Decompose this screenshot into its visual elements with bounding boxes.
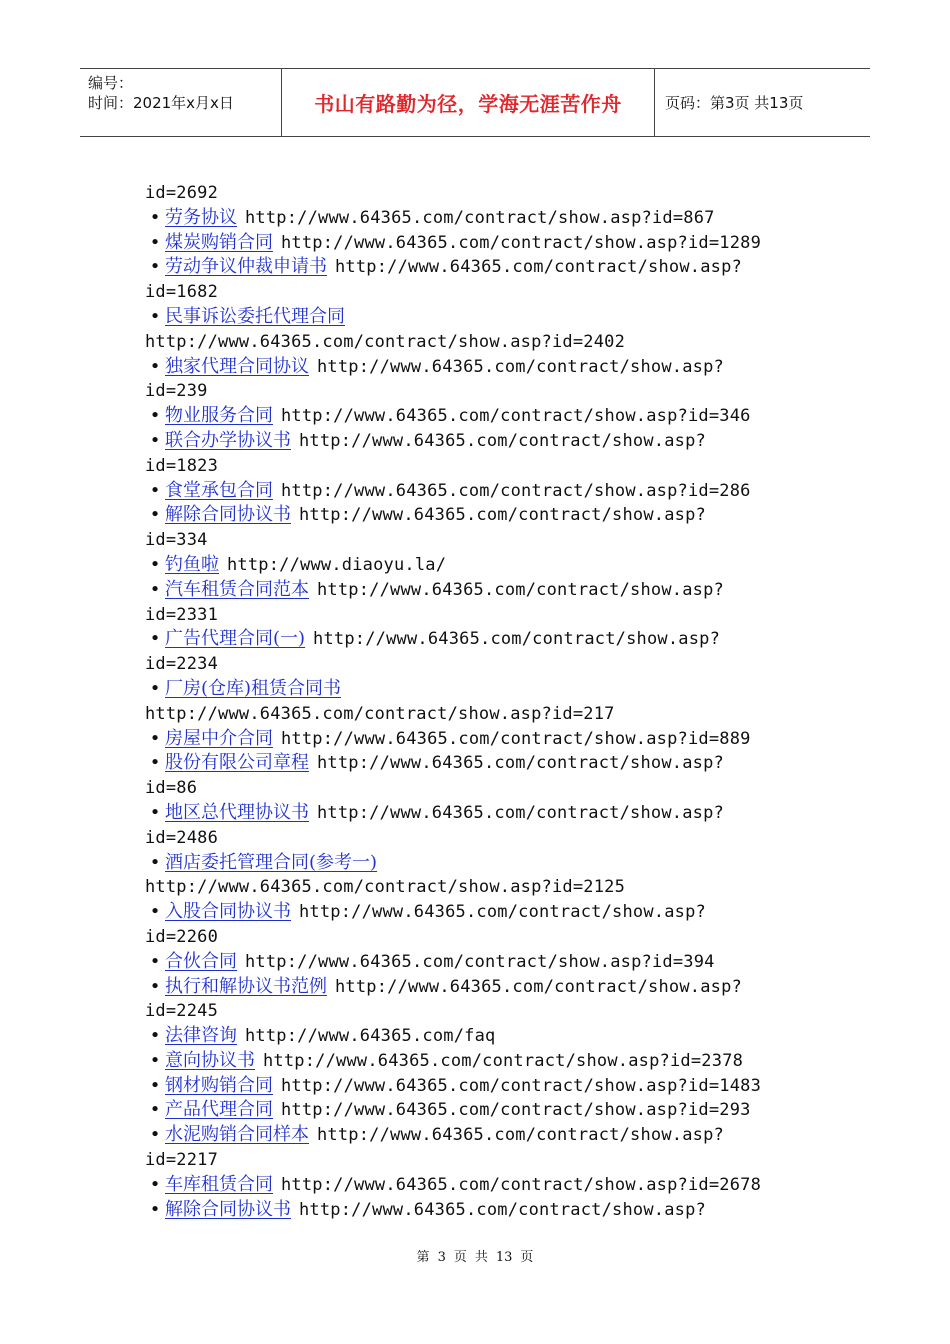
list-item (145, 1198, 825, 1223)
footer-page-unit: 页 (453, 1250, 467, 1265)
url-continuation (145, 875, 825, 900)
url-continuation (145, 702, 825, 727)
bullet-icon: • (149, 256, 161, 278)
url-continuation (145, 999, 825, 1024)
contract-link[interactable]: 广告代理合同(一) (165, 628, 306, 650)
list-item (145, 479, 825, 504)
url-text: http://www.64365.com/contract/show.asp?id=1483 (281, 1075, 762, 1096)
url-text: http://www.64365.com/contract/show.asp? (317, 802, 724, 823)
footer-page-number: 3 (437, 1250, 446, 1265)
url-text: http://www.64365.com/contract/show.asp? (299, 505, 706, 526)
url-continuation (145, 379, 825, 404)
url-text: id=2217 (145, 1150, 219, 1171)
bullet-icon: • (149, 901, 161, 923)
bullet-icon: • (149, 355, 161, 377)
list-item (145, 305, 825, 330)
list-item (145, 255, 825, 280)
bullet-icon: • (149, 1025, 161, 1047)
url-text: http://www.64365.com/contract/show.asp?id=217 (145, 703, 615, 724)
contract-link[interactable]: 独家代理合同协议 (165, 355, 309, 377)
contract-link[interactable]: 股份有限公司章程 (165, 752, 309, 774)
contract-link[interactable]: 酒店委托管理合同(参考一) (165, 851, 378, 873)
bullet-icon: • (149, 851, 161, 873)
bullet-icon: • (149, 504, 161, 526)
url-text: id=2260 (145, 926, 219, 947)
url-text: http://www.64365.com/contract/show.asp? (317, 579, 724, 600)
url-text: http://www.64365.com/contract/show.asp?id=889 (281, 728, 751, 749)
url-text: id=2234 (145, 654, 219, 675)
url-text: http://www.64365.com/contract/show.asp? (313, 629, 721, 650)
list-item (145, 429, 825, 454)
list-item (145, 751, 825, 776)
contract-link[interactable]: 地区总代理协议书 (165, 801, 309, 823)
url-text: http://www.64365.com/contract/show.asp?id=2125 (145, 877, 626, 898)
url-text: http://www.64365.com/contract/show.asp?id=1289 (281, 232, 762, 253)
url-text: id=239 (145, 381, 208, 402)
url-text: http://www.64365.com/contract/show.asp? (317, 1125, 724, 1146)
bullet-icon: • (149, 677, 161, 699)
contract-link[interactable]: 钓鱼啦 (165, 553, 219, 575)
code-label: 编号： (88, 74, 134, 92)
header-meta (80, 69, 282, 136)
contract-link[interactable]: 厂房(仓库)租赁合同书 (165, 677, 342, 699)
list-item (145, 900, 825, 925)
list-item (145, 578, 825, 603)
list-item (145, 503, 825, 528)
contract-link[interactable]: 联合办学协议书 (165, 429, 291, 451)
bullet-icon: • (149, 1198, 161, 1220)
contract-link[interactable]: 执行和解协议书范例 (165, 975, 327, 997)
list-item (145, 851, 825, 876)
list-item (145, 404, 825, 429)
list-item (145, 553, 825, 578)
bullet-icon: • (149, 1173, 161, 1195)
url-text: http://www.64365.com/contract/show.asp? (335, 257, 742, 278)
url-text: http://www.64365.com/contract/show.asp?id=2378 (263, 1050, 744, 1071)
url-text: id=2692 (145, 183, 219, 203)
contract-link[interactable]: 入股合同协议书 (165, 901, 291, 923)
url-text: http://www.64365.com/contract/show.asp?id=867 (245, 207, 715, 228)
footer-page-prefix: 第 (416, 1250, 430, 1265)
url-text: http://www.64365.com/contract/show.asp? (335, 976, 742, 997)
bullet-icon: • (149, 405, 161, 427)
list-item (145, 1098, 825, 1123)
list-item (145, 1024, 825, 1049)
bullet-icon: • (149, 206, 161, 228)
bullet-icon: • (149, 628, 161, 650)
url-text: http://www.64365.com/contract/show.asp? (317, 753, 724, 774)
url-continuation (145, 603, 825, 628)
bullet-icon: • (149, 975, 161, 997)
list-item (145, 231, 825, 256)
page-footer (0, 1246, 950, 1265)
url-continuation (145, 1148, 825, 1173)
url-text: id=2486 (145, 827, 219, 848)
bullet-icon: • (149, 801, 161, 823)
url-text: http://www.64365.com/contract/show.asp? (299, 430, 706, 451)
list-item (145, 975, 825, 1000)
url-continuation (145, 181, 825, 206)
bullet-icon: • (149, 479, 161, 501)
url-continuation (145, 776, 825, 801)
bullet-icon: • (149, 1124, 161, 1146)
bullet-icon: • (149, 578, 161, 600)
list-item (145, 1123, 825, 1148)
url-text: http://www.64365.com/contract/show.asp?id=394 (245, 951, 715, 972)
url-text: id=334 (145, 530, 208, 551)
url-text: id=1823 (145, 455, 219, 476)
contract-link[interactable]: 产品代理合同 (165, 1099, 273, 1121)
list-item (145, 801, 825, 826)
contract-link[interactable]: 解除合同协议书 (165, 1198, 291, 1220)
list-item (145, 355, 825, 380)
list-item (145, 950, 825, 975)
url-text: http://www.64365.com/contract/show.asp?id=293 (281, 1100, 751, 1121)
bullet-icon: • (149, 429, 161, 451)
url-continuation (145, 280, 825, 305)
url-text: id=1682 (145, 282, 219, 303)
bullet-icon: • (149, 752, 161, 774)
contract-link[interactable]: 民事诉讼委托代理合同 (165, 305, 345, 327)
contract-link[interactable]: 合伙合同 (165, 950, 237, 972)
contract-link[interactable]: 劳务协议 (165, 206, 237, 228)
url-continuation (145, 454, 825, 479)
url-text: http://www.64365.com/faq (245, 1026, 496, 1047)
url-continuation (145, 652, 825, 677)
bullet-icon: • (149, 950, 161, 972)
contract-link[interactable]: 意向协议书 (165, 1049, 255, 1071)
url-continuation (145, 826, 825, 851)
url-text: http://www.64365.com/contract/show.asp?id=2402 (145, 331, 626, 352)
header-motto: 书山有路勤为径，学海无涯苦作舟 (282, 69, 655, 136)
footer-total-prefix: 共 (474, 1250, 488, 1265)
url-text: http://www.64365.com/contract/show.asp? (299, 1199, 706, 1220)
bullet-icon: • (149, 1049, 161, 1071)
bullet-icon: • (149, 305, 161, 327)
url-text: id=2331 (145, 604, 219, 625)
url-text: id=2245 (145, 1001, 219, 1022)
url-text: http://www.64365.com/contract/show.asp?id=2678 (281, 1174, 762, 1195)
list-item (145, 1049, 825, 1074)
url-continuation (145, 528, 825, 553)
url-text: http://www.64365.com/contract/show.asp? (317, 356, 724, 377)
list-item (145, 1173, 825, 1198)
time-label: 时间：2021年x月x日 (88, 94, 234, 112)
document-body (145, 181, 825, 1222)
header-page-info: 页码：第3页 共13页 (665, 94, 804, 112)
footer-total-pages: 13 (495, 1250, 513, 1265)
contract-link[interactable]: 房屋中介合同 (165, 727, 273, 749)
footer-total-unit: 页 (520, 1250, 534, 1265)
contract-link[interactable]: 法律咨询 (165, 1025, 237, 1047)
url-text: http://www.64365.com/contract/show.asp? (299, 902, 706, 923)
bullet-icon: • (149, 1099, 161, 1121)
contract-link[interactable]: 钢材购销合同 (165, 1074, 273, 1096)
list-item (145, 627, 825, 652)
bullet-icon: • (149, 553, 161, 575)
contract-link[interactable]: 解除合同协议书 (165, 504, 291, 526)
url-text: id=86 (145, 778, 198, 799)
contract-link[interactable]: 水泥购销合同样本 (165, 1124, 309, 1146)
contract-link[interactable]: 煤炭购销合同 (165, 231, 273, 253)
bullet-icon: • (149, 231, 161, 253)
contract-link[interactable]: 食堂承包合同 (165, 479, 273, 501)
bullet-icon: • (149, 1074, 161, 1096)
url-continuation (145, 330, 825, 355)
url-text: http://www.64365.com/contract/show.asp?id=286 (281, 480, 751, 501)
url-text: http://www.diaoyu.la/ (227, 554, 447, 575)
contract-link[interactable]: 汽车租赁合同范本 (165, 578, 309, 600)
contract-link[interactable]: 劳动争议仲裁申请书 (165, 256, 327, 278)
list-item (145, 677, 825, 702)
page-header (80, 68, 870, 137)
list-item (145, 206, 825, 231)
contract-link[interactable]: 物业服务合同 (165, 405, 273, 427)
url-continuation (145, 925, 825, 950)
bullet-icon: • (149, 727, 161, 749)
list-item (145, 1074, 825, 1099)
list-item (145, 727, 825, 752)
url-text: http://www.64365.com/contract/show.asp?id=346 (281, 406, 751, 427)
contract-link[interactable]: 车库租赁合同 (165, 1173, 273, 1195)
